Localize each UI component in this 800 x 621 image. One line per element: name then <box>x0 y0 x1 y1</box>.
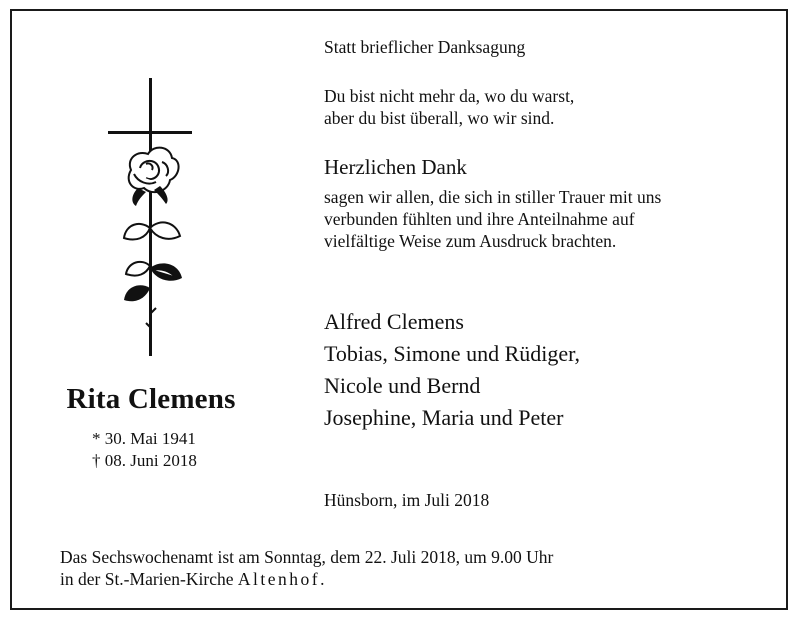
death-date: † 08. Juni 2018 <box>92 451 197 470</box>
family-line-3: Nicole und Bernd <box>324 373 481 398</box>
family-line-1: Alfred Clemens <box>324 309 464 334</box>
thanks-heading: Herzlichen Dank <box>324 155 467 179</box>
intro-line: Statt brieflicher Danksagung <box>324 37 526 57</box>
thanks-line-3: vielfältige Weise zum Ausdruck brachten. <box>324 231 617 251</box>
place-date: Hünsborn, im Juli 2018 <box>324 490 490 510</box>
footer-line-2-prefix: in der St.-Marien-Kirche <box>60 569 238 589</box>
footer-line-2 <box>60 569 324 590</box>
footer-line-2-suffix: . <box>320 569 325 589</box>
poem-line-1: Du bist nicht mehr da, wo du warst, <box>324 86 575 106</box>
birth-date: * 30. Mai 1941 <box>92 429 196 448</box>
footer-church-location: Altenhof <box>237 569 321 589</box>
footer-line-1: Das Sechswochenamt ist am Sonntag, dem 22. Juli 2018, um 9.00 Uhr <box>60 547 554 567</box>
family-line-4: Josephine, Maria und Peter <box>324 405 564 430</box>
deceased-name: Rita Clemens <box>66 383 236 415</box>
thanks-line-1: sagen wir allen, die sich in stiller Trauer mit uns <box>324 187 662 207</box>
cross-with-rose-icon <box>96 78 206 358</box>
thanks-line-2: verbunden fühlten und ihre Anteilnahme auf <box>324 209 635 229</box>
poem-line-2: aber du bist überall, wo wir sind. <box>324 108 555 128</box>
family-line-2: Tobias, Simone und Rüdiger, <box>324 341 581 366</box>
